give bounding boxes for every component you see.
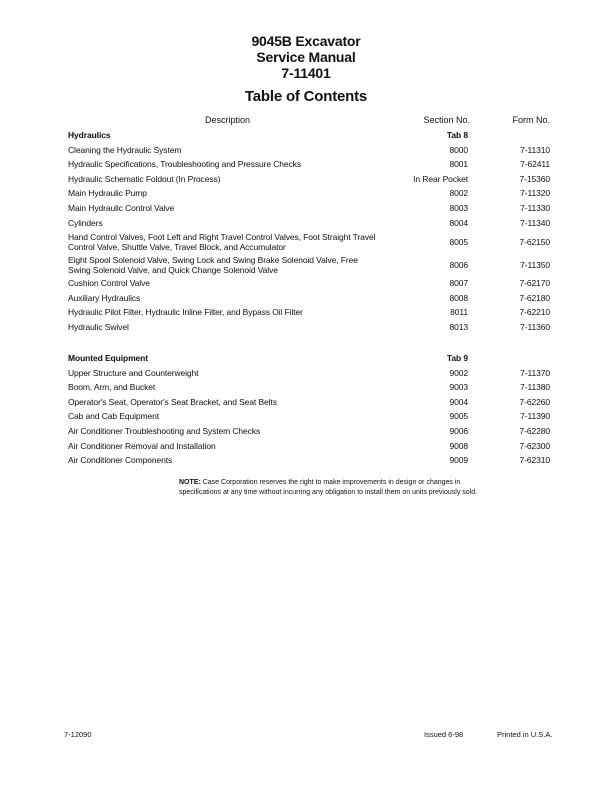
footer-issue-date: Issued 6-98 <box>424 730 464 739</box>
toc-row-description: Hydraulic Pilot Filter, Hydraulic Inline Filter, and Bypass Oil Filter <box>68 307 303 318</box>
section-heading-row <box>68 351 552 366</box>
toc-row[interactable] <box>68 409 552 424</box>
toc-row-description: Hydraulic Schematic Foldout (In Process) <box>68 173 221 184</box>
title-form-number: 7-11401 <box>281 65 331 81</box>
toc-row-section: 8008 <box>449 292 468 303</box>
toc-row[interactable] <box>68 395 552 410</box>
note-label: NOTE: <box>179 479 201 486</box>
toc-section-mounted-equipment <box>68 351 552 468</box>
toc-row-section: 8007 <box>449 278 468 289</box>
footer-printed-in: Printed in U.S.A. <box>497 730 553 739</box>
toc-row-description: Air Conditioner Components <box>68 455 173 466</box>
toc-row-form: 7-11340 <box>520 217 550 228</box>
toc-row-description: Boom, Arm, and Bucket <box>68 382 156 393</box>
toc-row[interactable] <box>68 157 552 172</box>
toc-row-form: 7-62180 <box>519 292 550 303</box>
toc-row-description: Air Conditioner Troubleshooting and System Checks <box>68 425 261 436</box>
toc-row-section: 9002 <box>449 367 468 378</box>
toc-row-description: Hydraulic Swivel <box>68 321 129 332</box>
section-heading: Mounted Equipment <box>68 353 148 363</box>
toc-row-description: Main Hydraulic Pump <box>68 188 147 199</box>
toc-row-description: Cleaning the Hydraulic System <box>68 144 182 155</box>
column-header-section: Section No. <box>423 115 470 125</box>
note-text: Case Corporation reserves the right to make improvements in design or changes in specifications at any time without incurring any obligation to install them on units previously sold. <box>179 479 478 496</box>
toc-row[interactable] <box>68 366 552 381</box>
title-model: 9045B Excavator <box>251 33 361 49</box>
toc-row-description-line: Eight Spool Solenoid Valve, Swing Lock and Swing Brake Solenoid Valve, Free <box>68 255 358 266</box>
column-header-description: Description <box>205 115 251 125</box>
section-heading: Hydraulics <box>68 130 111 140</box>
column-header-form: Form No. <box>512 115 550 125</box>
toc-row-form: 7-62411 <box>520 159 550 170</box>
toc-row-description <box>68 232 388 252</box>
toc-row-section: 8013 <box>449 321 468 332</box>
toc-row-form: 7-62150 <box>519 237 550 248</box>
toc-row-section: 8000 <box>449 144 468 155</box>
section-tab: Tab 9 <box>446 353 468 363</box>
toc-row-description-line: Control Valve, Shuttle Valve, Travel Block, and Accumulator <box>68 242 286 253</box>
toc-row-description: Auxiliary Hydraulics <box>68 292 141 303</box>
toc-row-form: 7-11370 <box>520 367 550 378</box>
toc-row-description: Upper Structure and Counterweight <box>68 367 199 378</box>
disclaimer-note <box>179 478 479 498</box>
toc-row-description: Air Conditioner Removal and Installation <box>68 440 216 451</box>
toc-row-form: 7-62170 <box>519 278 550 289</box>
toc-row-section: 8006 <box>449 260 468 271</box>
toc-row[interactable] <box>68 424 552 439</box>
toc-row-description: Cylinders <box>68 217 103 228</box>
toc-row-form: 7-62310 <box>519 455 550 466</box>
toc-row[interactable] <box>68 172 552 187</box>
toc-row[interactable] <box>68 320 552 335</box>
toc-row-form: 7-62210 <box>519 307 550 318</box>
toc-row[interactable] <box>68 201 552 216</box>
toc-row-form: 7-62280 <box>519 425 550 436</box>
toc-row[interactable] <box>68 253 552 276</box>
toc-row-section: 9006 <box>449 425 468 436</box>
section-tab: Tab 8 <box>446 130 468 140</box>
toc-row[interactable] <box>68 186 552 201</box>
toc-row-form: 7-15360 <box>519 173 550 184</box>
toc-row-section: 9009 <box>449 455 468 466</box>
toc-row-section: 9005 <box>449 411 468 422</box>
toc-row-section: 8011 <box>450 307 468 318</box>
toc-row-form: 7-11360 <box>520 321 550 332</box>
toc-row[interactable] <box>68 216 552 231</box>
toc-row-section: 8004 <box>449 217 468 228</box>
toc-row[interactable] <box>68 291 552 306</box>
toc-row-form: 7-11320 <box>520 188 550 199</box>
toc-row[interactable] <box>68 276 552 291</box>
title-manual-type: Service Manual <box>256 49 356 65</box>
toc-row[interactable] <box>68 305 552 320</box>
toc-row[interactable] <box>68 439 552 454</box>
toc-row-description: Hydraulic Specifications, Troubleshooting and Pressure Checks <box>68 159 301 170</box>
toc-row-section: 8001 <box>449 159 468 170</box>
toc-row-section: In Rear Pocket <box>413 173 468 184</box>
toc-row-form: 7-11350 <box>520 260 550 271</box>
toc-row-section: 9003 <box>449 382 468 393</box>
toc-row[interactable] <box>68 453 552 468</box>
toc-row-section: 9008 <box>449 440 468 451</box>
toc-row-description: Main Hydraulic Control Valve <box>68 202 175 213</box>
toc-row-section: 8003 <box>449 202 468 213</box>
toc-row-description: Cushion Control Valve <box>68 278 150 289</box>
toc-row-description: Operator's Seat, Operator's Seat Bracket, and Seat Belts <box>68 396 277 407</box>
toc-row-form: 7-11330 <box>520 202 550 213</box>
toc-section-hydraulics <box>68 128 552 335</box>
toc-row-form: 7-62260 <box>519 396 550 407</box>
section-heading-row <box>68 128 552 143</box>
toc-row-section: 8002 <box>449 188 468 199</box>
toc-row-form: 7-11390 <box>520 411 550 422</box>
toc-row-description: Cab and Cab Equipment <box>68 411 159 422</box>
toc-row-description <box>68 255 388 275</box>
toc-heading: Table of Contents <box>244 88 368 105</box>
column-headers <box>68 115 552 127</box>
toc-row-form: 7-62300 <box>519 440 550 451</box>
document-title <box>0 33 612 81</box>
toc-row-description-line: Hand Control Valves, Foot Left and Right Travel Control Valves, Foot Straight Travel <box>68 232 376 243</box>
toc-row-section: 9004 <box>449 396 468 407</box>
footer-form-number: 7-12090 <box>64 730 92 739</box>
toc-row-description-line: Swing Solenoid Valve, and Quick Change Solenoid Valve <box>68 265 278 276</box>
toc-row-form: 7-11310 <box>520 144 550 155</box>
toc-row-section: 8005 <box>449 237 468 248</box>
toc-row-form: 7-11380 <box>520 382 550 393</box>
toc-row[interactable] <box>68 380 552 395</box>
toc-row[interactable] <box>68 230 552 253</box>
toc-row[interactable] <box>68 143 552 158</box>
